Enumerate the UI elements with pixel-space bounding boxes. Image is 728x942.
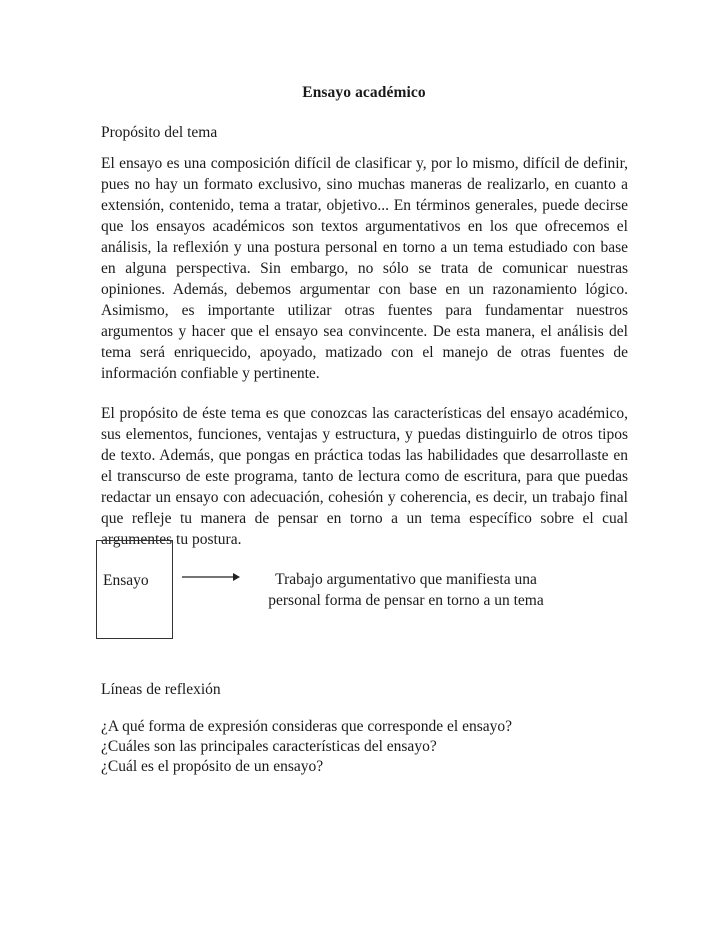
paragraph-ensayo-definition: El ensayo es una composición difícil de clasificar y, por lo mismo, difícil de definir, pues no hay un formato exclusivo, sino muchas maneras de realizarlo, en cuanto a extensión, contenido, tema a tratar, objetivo... En términos generales, puede decirse que los ensayos académicos son textos argumentativos en los que ofrecemos el análisis, la reflexión y una postura personal en torno a un tema estudiado con base en alguna perspectiva. Sin embargo, no sólo se trata de comunicar nuestras opiniones. Además, debemos argumentar con base en un razonamiento lógico. Asimismo, es importante utilizar otras fuentes para fundamentar nuestros argumentos y hacer que el ensayo sea convincente. De esta manera, el análisis del tema será enriquecido, apoyado, matizado con el manejo de otras fuentes de información confiable y pertinente. xyxy=(101,155,628,382)
section-heading-reflexion: Líneas de reflexión xyxy=(101,681,221,698)
question-item: ¿A qué forma de expresión consideras que corresponde el ensayo? xyxy=(101,718,513,735)
definition-line-2: personal forma de pensar en torno a un tema xyxy=(268,592,544,609)
definition-line-1: Trabajo argumentativo que manifiesta una xyxy=(275,571,537,588)
diagram-definition xyxy=(251,569,561,611)
document-title: Ensayo académico xyxy=(302,84,426,101)
section-heading-proposito: Propósito del tema xyxy=(101,124,218,141)
paragraph-proposito: El propósito de éste tema es que conozcas las características del ensayo académico, sus elementos, funciones, ventajas y estructura, y puedas distinguirlo de otros tipos de texto. Además, que pongas en práctica todas las habilidades que desarrollaste en el transcurso de este programa, tanto de lectura como de escritura, para que puedas redactar un ensayo con adecuación, cohesión y coherencia, es decir, un trabajo final que refleje tu manera de pensar en torno a un tema específico sobre el cual argumentes tu postura. xyxy=(101,405,628,548)
question-item: ¿Cuál es el propósito de un ensayo? xyxy=(101,758,324,775)
diagram-box-label: Ensayo xyxy=(103,572,149,589)
reflection-questions xyxy=(101,717,512,777)
question-item: ¿Cuáles son las principales características del ensayo? xyxy=(101,738,437,755)
right-arrow-icon xyxy=(181,570,241,584)
